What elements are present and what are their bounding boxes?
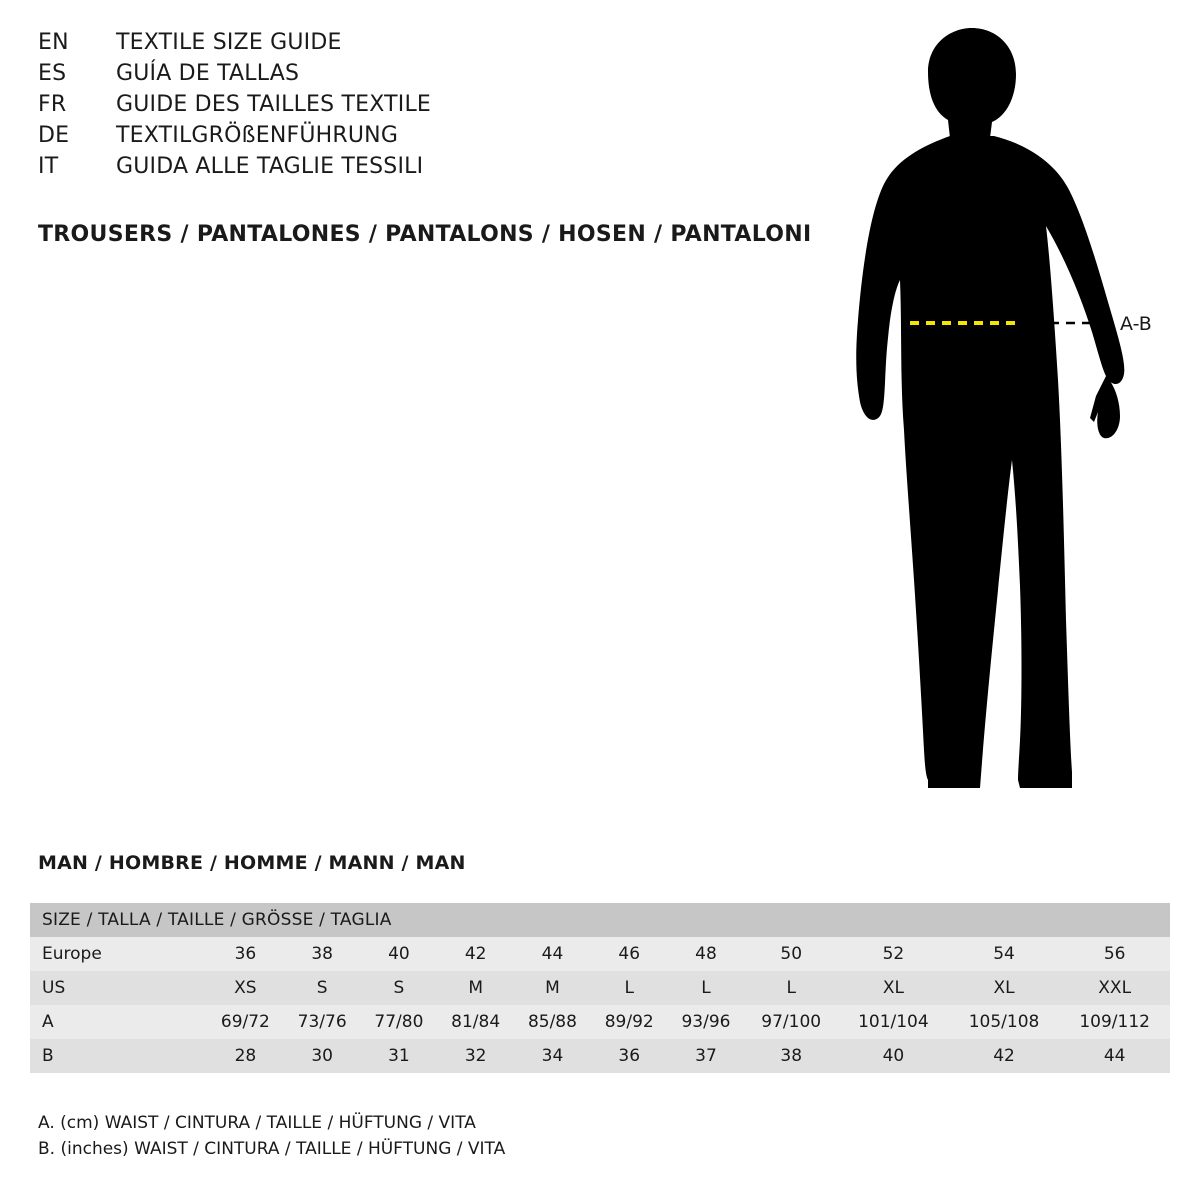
cell-a-3: 81/84	[451, 1012, 501, 1032]
cell-a-9: 105/108	[968, 1012, 1040, 1032]
cell-europe-3: 42	[464, 944, 487, 964]
language-text-es: GUÍA DE TALLAS	[116, 61, 300, 86]
footnote-a: A. (cm) WAIST / CINTURA / TAILLE / HÜFTUNG / VITA	[38, 1113, 476, 1133]
language-row-it	[38, 154, 431, 185]
cell-europe-7: 50	[780, 944, 803, 964]
cell-b-0: 28	[234, 1046, 257, 1066]
silhouette-shape	[856, 28, 1124, 788]
language-code-de: DE	[38, 123, 70, 148]
cell-b-2: 31	[388, 1046, 410, 1066]
cell-b-8: 40	[882, 1046, 905, 1066]
table-header-row	[30, 903, 1170, 937]
cell-us-8: XL	[882, 978, 904, 998]
cell-b-6: 37	[695, 1046, 717, 1066]
size-table	[30, 903, 1170, 1073]
cell-europe-2: 40	[388, 944, 410, 964]
body-silhouette-figure	[800, 20, 1200, 810]
cell-a-6: 93/96	[681, 1012, 731, 1032]
cell-b-3: 32	[464, 1046, 487, 1066]
cell-europe-4: 44	[541, 944, 564, 964]
language-text-de: TEXTILGRÖßENFÜHRUNG	[116, 123, 399, 148]
footnote-list	[38, 1110, 505, 1162]
language-code-en: EN	[38, 30, 69, 55]
cell-us-2: S	[393, 978, 405, 998]
cell-europe-5: 46	[618, 944, 641, 964]
cell-us-10: XXL	[1098, 978, 1132, 998]
cell-us-3: M	[468, 978, 484, 998]
language-list	[38, 30, 431, 185]
cell-us-6: L	[701, 978, 711, 998]
cell-b-4: 34	[541, 1046, 564, 1066]
cell-us-9: XL	[993, 978, 1015, 998]
cell-a-2: 77/80	[374, 1012, 424, 1032]
garment-type-title: TROUSERS / PANTALONES / PANTALONS / HOSEN / PANTALONI	[38, 222, 812, 247]
cell-us-1: S	[316, 978, 328, 998]
table-section-title: MAN / HOMBRE / HOMME / MANN / MAN	[38, 852, 466, 874]
language-code-fr: FR	[38, 92, 67, 117]
cell-b-9: 42	[993, 1046, 1015, 1066]
cell-us-0: XS	[234, 978, 257, 998]
cell-a-7: 97/100	[761, 1012, 822, 1032]
table-row	[30, 971, 1170, 1005]
language-text-fr: GUIDE DES TAILLES TEXTILE	[116, 92, 432, 117]
cell-europe-6: 48	[695, 944, 717, 964]
cell-europe-8: 52	[882, 944, 905, 964]
language-code-it: IT	[38, 154, 59, 179]
language-row-en	[38, 30, 431, 61]
cell-us-5: L	[624, 978, 634, 998]
footnote-b: B. (inches) WAIST / CINTURA / TAILLE / HÜFTUNG / VITA	[38, 1139, 506, 1159]
cell-us-7: L	[786, 978, 796, 998]
cell-us-4: M	[545, 978, 560, 998]
cell-a-4: 85/88	[527, 1012, 577, 1032]
language-text-en: TEXTILE SIZE GUIDE	[116, 30, 342, 55]
language-text-it: GUIDA ALLE TAGLIE TESSILI	[116, 154, 424, 179]
row-label-b: B	[42, 1046, 54, 1066]
cell-europe-1: 38	[311, 944, 333, 964]
cell-europe-10: 56	[1103, 944, 1126, 964]
table-header-label: SIZE / TALLA / TAILLE / GRÖSSE / TAGLIA	[30, 903, 1170, 937]
cell-a-8: 101/104	[858, 1012, 929, 1032]
table-row	[30, 1005, 1170, 1039]
cell-b-7: 38	[780, 1046, 803, 1066]
cell-b-10: 44	[1103, 1046, 1126, 1066]
language-row-es	[38, 61, 431, 92]
measurement-label-ab: A-B	[1120, 313, 1152, 335]
cell-a-5: 89/92	[604, 1012, 654, 1032]
cell-b-1: 30	[311, 1046, 333, 1066]
row-label-us: US	[42, 978, 66, 998]
cell-a-10: 109/112	[1079, 1012, 1150, 1032]
cell-a-1: 73/76	[297, 1012, 347, 1032]
row-label-a: A	[42, 1012, 54, 1032]
row-label-europe: Europe	[42, 944, 102, 964]
table-row	[30, 937, 1170, 971]
table-row	[30, 1039, 1170, 1073]
cell-a-0: 69/72	[220, 1012, 270, 1032]
cell-b-5: 36	[618, 1046, 641, 1066]
cell-europe-0: 36	[234, 944, 257, 964]
language-row-fr	[38, 92, 431, 123]
language-code-es: ES	[38, 61, 67, 86]
language-row-de	[38, 123, 431, 154]
cell-europe-9: 54	[993, 944, 1015, 964]
